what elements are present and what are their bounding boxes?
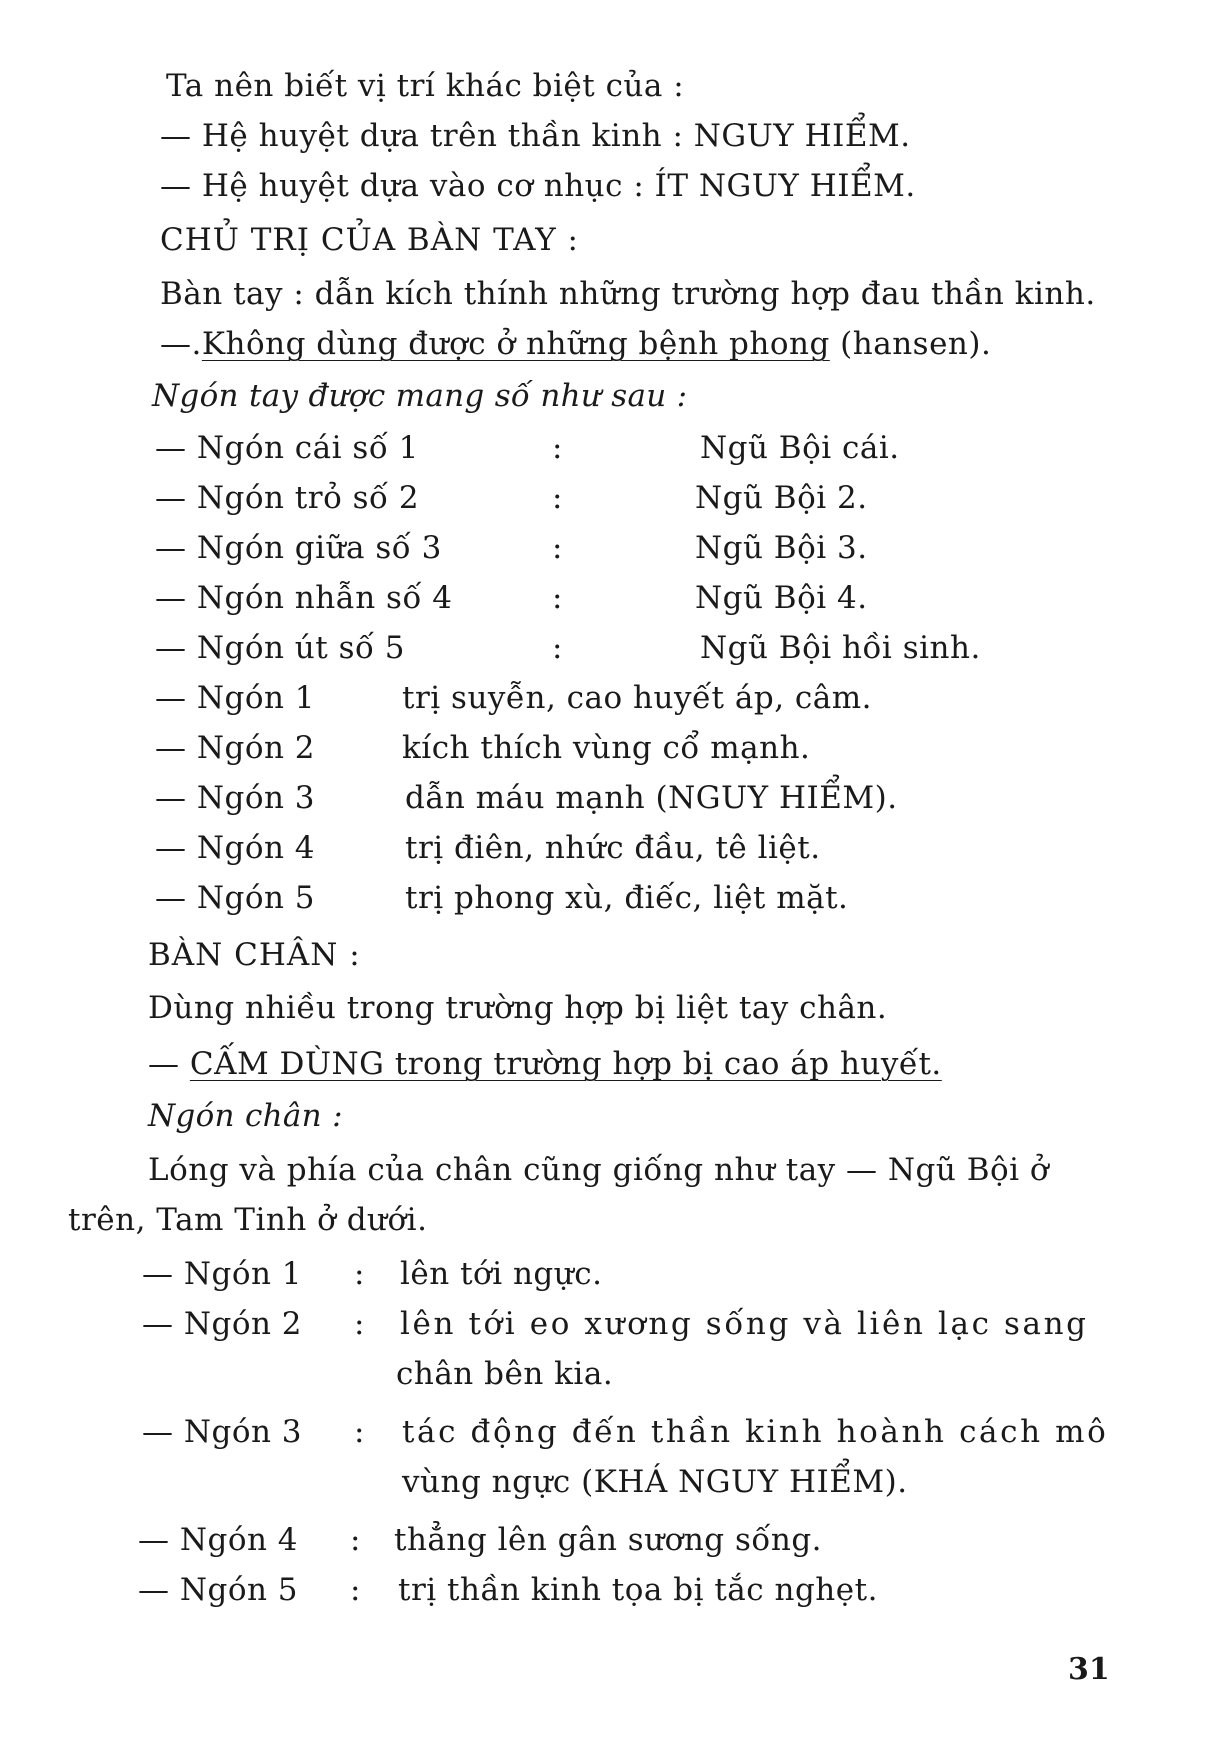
finger-label: — Ngón nhẫn số 4 <box>155 580 453 616</box>
foot-heading: BÀN CHÂN : <box>148 937 361 973</box>
toe-value: tác động đến thần kinh hoành cách mô <box>402 1414 1109 1450</box>
finger-value: Ngũ Bội cái. <box>700 430 900 466</box>
use-value: dẫn máu mạnh (NGUY HIỂM). <box>405 780 898 816</box>
toe-separator: : <box>354 1256 365 1292</box>
foot-warning-underlined: CẤM DÙNG trong trường hợp bị cao áp huyết. <box>189 1046 942 1082</box>
finger-separator: : <box>552 480 563 516</box>
intro-line-1: Ta nên biết vị trí khác biệt của : <box>166 68 685 104</box>
finger-value: Ngũ Bội 2. <box>695 480 868 516</box>
hand-subheading: Ngón tay được mang số như sau : <box>152 378 688 414</box>
intro-line-2: — Hệ huyệt dựa trên thần kinh : NGUY HIỂM. <box>160 118 911 154</box>
finger-label: — Ngón cái số 1 <box>155 430 419 466</box>
foot-paragraph-line-2: trên, Tam Tinh ở dưới. <box>68 1202 428 1238</box>
finger-label: — Ngón trỏ số 2 <box>155 480 420 516</box>
toe-label: — Ngón 4 <box>138 1522 299 1558</box>
hand-warning-underlined: Không dùng được ở những bệnh phong <box>201 326 830 362</box>
toe-value: trị thần kinh tọa bị tắc nghẹt. <box>398 1572 878 1608</box>
finger-value: Ngũ Bội 4. <box>695 580 868 616</box>
foot-subheading: Ngón chân : <box>148 1098 343 1134</box>
intro-line-3: — Hệ huyệt dựa vào cơ nhục : ÍT NGUY HIỂM. <box>160 168 916 204</box>
finger-label: — Ngón út số 5 <box>155 630 406 666</box>
toe-label: — Ngón 3 <box>142 1414 303 1450</box>
use-value: trị điên, nhức đầu, tê liệt. <box>405 830 821 866</box>
finger-separator: : <box>552 630 563 666</box>
use-value: trị suyễn, cao huyết áp, câm. <box>402 680 872 716</box>
hand-warning-dash: —. <box>160 326 202 362</box>
use-label: — Ngón 2 <box>155 730 316 766</box>
toe-value: thẳng lên gân sương sống. <box>394 1522 823 1558</box>
use-label: — Ngón 4 <box>155 830 316 866</box>
hand-warning-rest: (hansen). <box>829 326 992 362</box>
finger-value: Ngũ Bội 3. <box>695 530 868 566</box>
finger-label: — Ngón giữa số 3 <box>155 530 442 566</box>
page-number: 31 <box>1068 1652 1110 1687</box>
toe-label: — Ngón 5 <box>138 1572 299 1608</box>
foot-warning <box>148 1044 942 1084</box>
use-label: — Ngón 5 <box>155 880 316 916</box>
hand-description: Bàn tay : dẫn kích thính những trường hợp đau thần kinh. <box>160 276 1096 312</box>
toe-value-continued: vùng ngực (KHÁ NGUY HIỂM). <box>402 1464 908 1500</box>
toe-value: lên tới eo xương sống và liên lạc sang <box>400 1306 1089 1342</box>
finger-separator: : <box>552 530 563 566</box>
toe-separator: : <box>350 1572 361 1608</box>
finger-value: Ngũ Bội hồi sinh. <box>700 630 981 666</box>
toe-label: — Ngón 2 <box>142 1306 303 1342</box>
toe-value: lên tới ngực. <box>400 1256 603 1292</box>
toe-value-continued: chân bên kia. <box>396 1356 614 1392</box>
foot-paragraph-line-1: Lóng và phía của chân cũng giống như tay — Ngũ Bội ở <box>148 1152 1050 1188</box>
finger-separator: : <box>552 430 563 466</box>
hand-heading: CHỦ TRỊ CỦA BÀN TAY : <box>160 222 579 258</box>
use-label: — Ngón 1 <box>155 680 316 716</box>
toe-separator: : <box>354 1414 365 1450</box>
toe-label: — Ngón 1 <box>142 1256 303 1292</box>
foot-warning-dash: — <box>148 1046 190 1082</box>
finger-separator: : <box>552 580 563 616</box>
hand-warning <box>160 324 991 364</box>
use-value: trị phong xù, điếc, liệt mặt. <box>405 880 849 916</box>
toe-separator: : <box>354 1306 365 1342</box>
foot-description: Dùng nhiều trong trường hợp bị liệt tay chân. <box>148 990 888 1026</box>
use-label: — Ngón 3 <box>155 780 316 816</box>
use-value: kích thích vùng cổ mạnh. <box>402 730 811 766</box>
toe-separator: : <box>350 1522 361 1558</box>
